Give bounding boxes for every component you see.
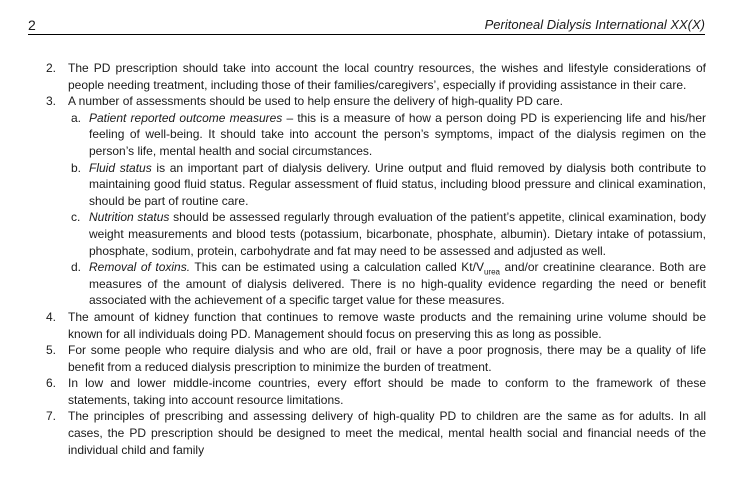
sub-item-text: is an important part of dialysis delivery. Urine output and fluid removed by dialysis both contribute to maintaining good fluid status. Regular assessment of fluid status, including blood pressure and clinical examination, should be part of routine care. bbox=[89, 160, 707, 208]
sub-item-term: Patient reported outcome measures bbox=[89, 110, 283, 125]
sub-item-text: should be assessed regularly through evaluation of the patient’s appetite, clinical examination, body weight measurements and blood tests (potassium, bicarbonate, phosphate, albumin). Dietary intake of potassium, phosphate, sodium, protein, carbohydrate and fat may need to be assessed and adjusted as well. bbox=[89, 210, 706, 258]
sub-list bbox=[68, 110, 706, 309]
sub-item-letter: c. bbox=[71, 210, 81, 225]
sub-item-text: and/or creatinine clearance. Both are measures of the amount of dialysis delivered. There is no high-quality evidence regarding the need or benefit associated with the achievement of a specific target value for these measures. bbox=[89, 260, 706, 308]
list-item bbox=[46, 342, 706, 375]
sub-item bbox=[68, 209, 706, 259]
list-item bbox=[46, 309, 706, 342]
item-number: 4. bbox=[46, 309, 57, 324]
item-number: 5. bbox=[46, 343, 57, 358]
item-number: 6. bbox=[46, 376, 57, 391]
sub-item bbox=[68, 160, 706, 210]
item-text: The amount of kidney function that continues to remove waste products and the remaining urine volume should be known for all individuals doing PD. Management should focus on preserving this as long as possible. bbox=[68, 309, 706, 341]
sub-item bbox=[68, 259, 706, 309]
journal-title: Peritoneal Dialysis International XX(X) bbox=[484, 17, 705, 32]
item-number: 3. bbox=[46, 94, 57, 109]
recommendations-list bbox=[46, 60, 706, 458]
sub-item-letter: a. bbox=[71, 110, 82, 125]
item-text: In low and lower middle-income countries, every effort should be made to conform to the framework of these statements, taking into account resource limitations. bbox=[68, 376, 706, 407]
item-text: For some people who require dialysis and who are old, frail or have a poor prognosis, there may be a quality of life benefit from a reduced dialysis prescription to minimize the burden of treatment. bbox=[68, 343, 706, 374]
item-number: 7. bbox=[46, 409, 57, 424]
list-item bbox=[46, 93, 706, 309]
sub-item-text: This can be estimated using a calculation called Kt/V bbox=[190, 260, 484, 275]
sub-item-term: Removal of toxins. bbox=[89, 260, 191, 275]
item-number: 2. bbox=[46, 61, 57, 75]
sub-item-term: Nutrition status bbox=[89, 210, 170, 225]
item-text: The principles of prescribing and assessing delivery of high-quality PD to children are the same as for adults. In all cases, the PD prescription should be designed to meet the medical, mental health social and financial needs of the individual child and family bbox=[68, 409, 706, 457]
item-text: The PD prescription should take into account the local country resources, the wishes and lifestyle considerations of people needing treatment, including those of their families/caregivers’, especially if providing assistance in their care. bbox=[68, 61, 706, 92]
page-header bbox=[28, 12, 705, 35]
sub-item bbox=[68, 110, 706, 160]
sub-item-letter: b. bbox=[71, 160, 82, 175]
sub-item-letter: d. bbox=[71, 260, 82, 275]
item-text: A number of assessments should be used to help ensure the delivery of high-quality PD care. bbox=[68, 94, 563, 109]
list-item bbox=[46, 408, 706, 458]
sub-item-text: – this is a measure of how a person doing PD is experiencing life and his/her feeling of well-being. It should take into account the person’s symptoms, impact of the dialysis regimen on the person’s life, mental health and social circumstances. bbox=[89, 110, 706, 158]
sub-item-term: Fluid status bbox=[89, 160, 152, 175]
list-item bbox=[46, 375, 706, 408]
subscript-urea: urea bbox=[483, 267, 500, 277]
list-item bbox=[46, 60, 706, 93]
page-number: 2 bbox=[28, 17, 36, 33]
